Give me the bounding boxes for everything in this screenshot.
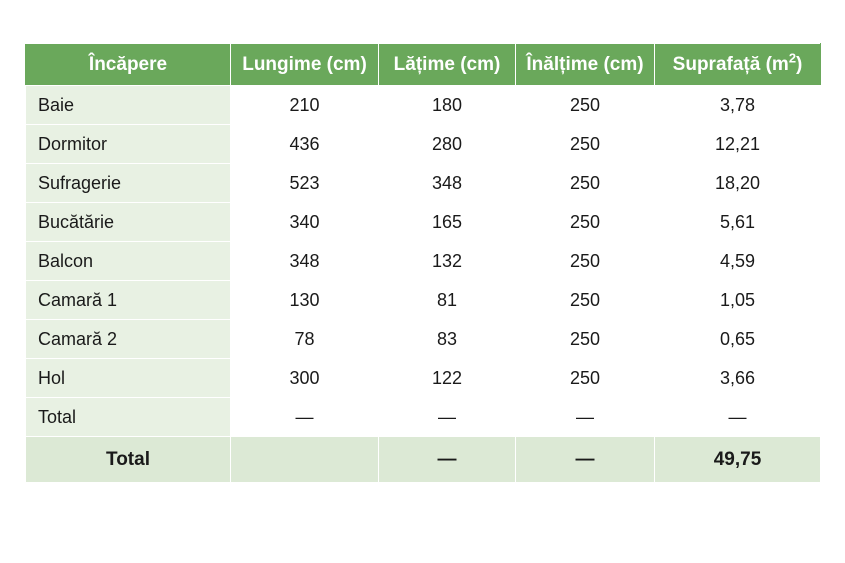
cell-room-name: Baie bbox=[26, 86, 231, 125]
cell-area: 1,05 bbox=[655, 281, 821, 320]
table-row bbox=[26, 359, 821, 398]
cell-height: 250 bbox=[516, 320, 655, 359]
cell-room-name: Bucătărie bbox=[26, 203, 231, 242]
cell-length: 348 bbox=[231, 242, 379, 281]
table-row bbox=[26, 242, 821, 281]
cell-length: 130 bbox=[231, 281, 379, 320]
cell-width: 348 bbox=[379, 164, 516, 203]
cell-width: 122 bbox=[379, 359, 516, 398]
cell-total-height: — bbox=[516, 437, 655, 483]
column-header-area bbox=[655, 44, 821, 86]
cell-area: 0,65 bbox=[655, 320, 821, 359]
cell-length: 78 bbox=[231, 320, 379, 359]
cell-area: 3,78 bbox=[655, 86, 821, 125]
cell-length: 300 bbox=[231, 359, 379, 398]
cell-height: 250 bbox=[516, 86, 655, 125]
room-measurements-table-wrapper bbox=[25, 43, 820, 483]
cell-width: 165 bbox=[379, 203, 516, 242]
cell-room-name: Balcon bbox=[26, 242, 231, 281]
cell-length: 340 bbox=[231, 203, 379, 242]
column-header-height: Înălțime (cm) bbox=[516, 44, 655, 86]
cell-area: 12,21 bbox=[655, 125, 821, 164]
table-row bbox=[26, 398, 821, 437]
cell-room-name: Camară 2 bbox=[26, 320, 231, 359]
cell-area: 18,20 bbox=[655, 164, 821, 203]
table-body bbox=[26, 86, 821, 483]
cell-width: 180 bbox=[379, 86, 516, 125]
column-header-area-text: Suprafață $(m^2)$ bbox=[672, 50, 803, 75]
cell-room-name: Hol bbox=[26, 359, 231, 398]
cell-area: 5,61 bbox=[655, 203, 821, 242]
cell-height: 250 bbox=[516, 242, 655, 281]
table-row bbox=[26, 86, 821, 125]
cell-length: 210 bbox=[231, 86, 379, 125]
column-header-length: Lungime (cm) bbox=[231, 44, 379, 86]
cell-room-name: Dormitor bbox=[26, 125, 231, 164]
cell-room-name: Camară 1 bbox=[26, 281, 231, 320]
table-header bbox=[26, 44, 821, 86]
cell-height: 250 bbox=[516, 359, 655, 398]
header-row bbox=[26, 44, 821, 86]
cell-height: — bbox=[516, 398, 655, 437]
column-header-room: Încăpere bbox=[26, 44, 231, 86]
cell-width: 280 bbox=[379, 125, 516, 164]
column-header-width: Lățime (cm) bbox=[379, 44, 516, 86]
cell-total-label: Total bbox=[26, 437, 231, 483]
cell-height: 250 bbox=[516, 125, 655, 164]
cell-total-area: 49,75 bbox=[655, 437, 821, 483]
cell-length: 523 bbox=[231, 164, 379, 203]
table-row bbox=[26, 203, 821, 242]
cell-width: 83 bbox=[379, 320, 516, 359]
cell-height: 250 bbox=[516, 164, 655, 203]
cell-width: 81 bbox=[379, 281, 516, 320]
cell-total-width: — bbox=[379, 437, 516, 483]
table-total-row bbox=[26, 437, 821, 483]
table-row bbox=[26, 125, 821, 164]
cell-room-name: Sufragerie bbox=[26, 164, 231, 203]
cell-area: 3,66 bbox=[655, 359, 821, 398]
table-row bbox=[26, 320, 821, 359]
room-measurements-table bbox=[25, 43, 821, 483]
cell-length: 436 bbox=[231, 125, 379, 164]
table-row bbox=[26, 164, 821, 203]
cell-width: — bbox=[379, 398, 516, 437]
cell-room-name: Total bbox=[26, 398, 231, 437]
cell-total-length bbox=[231, 437, 379, 483]
cell-area: 4,59 bbox=[655, 242, 821, 281]
cell-width: 132 bbox=[379, 242, 516, 281]
cell-area: — bbox=[655, 398, 821, 437]
cell-height: 250 bbox=[516, 203, 655, 242]
cell-length: — bbox=[231, 398, 379, 437]
cell-height: 250 bbox=[516, 281, 655, 320]
table-row bbox=[26, 281, 821, 320]
